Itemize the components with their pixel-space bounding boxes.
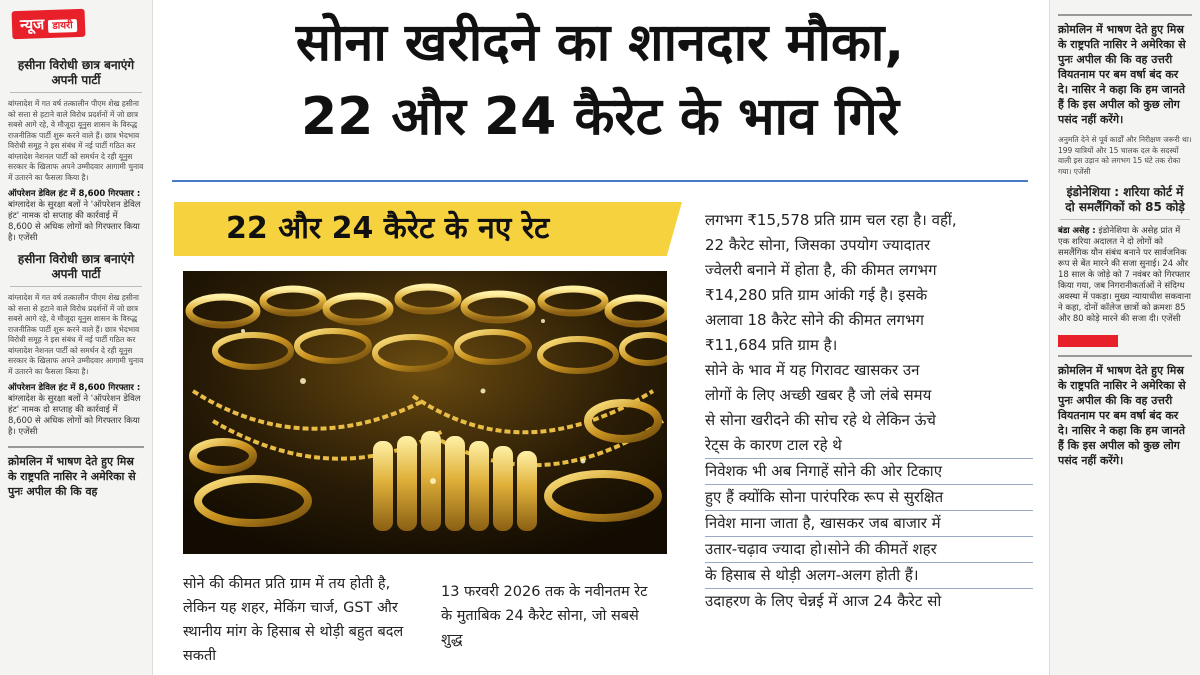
gold-jewellery-photo — [183, 271, 667, 554]
article-column-3 — [705, 208, 1033, 614]
column-3-line: लोगों के लिए अच्छी खबर है जो लंबे समय — [705, 386, 932, 404]
article-column-2 — [441, 580, 663, 652]
column-3-line: ज्वेलरी बनाने में होता है, की कीमत लगभग — [705, 261, 937, 279]
column-3-line: लगभग ₹15,578 प्रति ग्राम चल रहा है। वहीं, — [705, 211, 957, 229]
sidebar-quote: क्रोमलिन में भाषण देते हुए मिस्र के राष्ट्रपति नासिर ने अमेरिका से पुनः अपील की कि वह — [8, 446, 144, 499]
main-headline — [160, 6, 1040, 154]
sidebar-subitem-text: बांग्लादेश के सुरक्षा बलों ने 'ऑपरेशन डेविल हंट' नामक दो सप्ताह की कार्रवाई में 8,600 से अधिक लोगों को गिरफ्तार किया है। एजेंसी — [8, 394, 141, 437]
sidebar-paragraph: बांग्लादेश में गत वर्ष तत्कालीन पीएम शेख हसीना को सत्ता से हटाने वाले विरोध प्रदर्शनों में जो छात्र सबसे आगे रहे, वे मौजूदा यूनुस शासन के विरुद्ध राजनीतिक पार्टी शुरू करने वाले हैं। छात्र भेदभाव विरोधी समूह ने इस संबंध में नई पार्टी गठित कर बांग्लादेश नेशनल पार्टी को समर्थन दे रही यूनुस सरकार के खिलाफ अपने उम्मीदवार आगामी चुनाव में उतारने का फैसला किया है। — [8, 99, 144, 182]
column-3-line: 22 कैरेट सोना, जिसका उपयोग ज्यादातर — [705, 236, 931, 254]
column-3-line: से सोना खरीदने की सोच रहे थे लेकिन ऊंचे — [705, 411, 936, 429]
headline-line-2: 22 और 24 कैरेट के भाव गिरे — [300, 87, 900, 147]
sidebar-subitem-title: ऑपरेशन डेविल हंट में 8,600 गिरफ्तार : — [8, 189, 141, 199]
sidebar-subitem-title: ऑपरेशन डेविल हंट में 8,600 गिरफ्तार : — [8, 383, 141, 393]
column-2-text: 13 फरवरी 2026 तक के नवीनतम रेट के मुताबिक 24 कैरेट सोना, जो सबसे शुद्ध — [441, 584, 648, 648]
headline-line-1: सोना खरीदने का शानदार मौका, — [295, 13, 905, 73]
sidebar-subitem — [1058, 226, 1192, 325]
headline-divider — [172, 180, 1028, 182]
column-3-line: निवेश माना जाता है, खासकर जब बाजार में — [705, 511, 1033, 537]
column-1-text: सोने की कीमत प्रति ग्राम में तय होती है, लेकिन यह शहर, मेकिंग चार्ज, GST और स्थानीय मांग के हिसाब से थोड़ी बहुत बदल सकती — [183, 576, 404, 664]
gold-jewellery-illustration — [183, 271, 667, 554]
red-label-bar — [1058, 335, 1118, 347]
sidebar-headline: हसीना विरोधी छात्र बनाएंगे अपनी पार्टी — [10, 58, 142, 93]
column-3-line: निवेशक भी अब निगाहें सोने की ओर टिकाए — [705, 459, 1033, 485]
sidebar-subitem — [8, 383, 144, 438]
column-3-line: के हिसाब से थोड़ी अलग-अलग होती हैं। — [705, 563, 1033, 589]
column-3-line: रेट्स के कारण टाल रहे थे — [705, 433, 1033, 459]
sidebar-quote: क्रोमलिन में भाषण देते हुए मिस्र के राष्ट्रपति नासिर ने अमेरिका से पुनः अपील की कि वह उत्तरी वियतनाम पर बम वर्षा बंद कर दे। नासिर ने कहा कि हम जानते हैं कि इस अपील को कुछ लोग पसंद नहीं करेंगे। — [1058, 355, 1192, 468]
column-3-line: उतार-चढ़ाव ज्यादा हो।सोने की कीमतें शहर — [705, 537, 1033, 563]
subheading-banner-text: 22 और 24 कैरेट के नए रेट — [226, 211, 550, 246]
column-3-line: अलावा 18 कैरेट सोने की कीमत लगभग — [705, 311, 924, 329]
right-sidebar — [1049, 0, 1200, 675]
logo-sub-text: डायरी — [48, 19, 77, 33]
column-3-line: ₹11,684 प्रति ग्राम है। — [705, 336, 838, 354]
sidebar-subitem-text: बांग्लादेश के सुरक्षा बलों ने 'ऑपरेशन डेविल हंट' नामक दो सप्ताह की कार्रवाई में 8,600 से अधिक लोगों को गिरफ्तार किया है। एजेंसी — [8, 200, 141, 243]
sidebar-headline: इंडोनेशिया : शरिया कोर्ट में दो समलैंगिकों को 85 कोड़े — [1060, 185, 1190, 220]
sidebar-subitem-title: बंडा असेह : — [1058, 226, 1096, 236]
sidebar-paragraph: अनुमति देने से पूर्व कार्डों और निरीक्षण जरूरी था। 199 यात्रियों और 15 चालक दल के सदस्यों वाली इस उड़ान को लगभग 15 घंटे तक रोका गया। एजेंसी — [1058, 135, 1192, 176]
sidebar-quote: क्रोमलिन में भाषण देते हुए मिस्र के राष्ट्रपति नासिर ने अमेरिका से पुनः अपील की कि वह उत्तरी वियतनाम पर बम वर्षा बंद कर दे। नासिर ने कहा कि हम जानते हैं कि इस अपील को कुछ लोग पसंद नहीं करेंगे। — [1058, 14, 1192, 127]
article-column-1 — [183, 572, 411, 668]
sidebar-paragraph: बांग्लादेश में गत वर्ष तत्कालीन पीएम शेख हसीना को सत्ता से हटाने वाले विरोध प्रदर्शनों में जो छात्र सबसे आगे रहे, वे मौजूदा यूनुस शासन के विरुद्ध राजनीतिक पार्टी शुरू करने वाले हैं। छात्र भेदभाव विरोधी समूह ने इस संबंध में नई पार्टी गठित कर बांग्लादेश नेशनल पार्टी को समर्थन दे रही यूनुस सरकार के खिलाफ अपने उम्मीदवार आगामी चुनाव में उतारने का फैसला किया है। — [8, 293, 144, 376]
sidebar-subitem — [8, 189, 144, 244]
sidebar-headline: हसीना विरोधी छात्र बनाएंगे अपनी पार्टी — [10, 252, 142, 287]
column-3-line: सोने के भाव में यह गिरावट खासकर उन — [705, 361, 920, 379]
left-sidebar — [0, 0, 153, 675]
column-3-line: उदाहरण के लिए चेन्नई में आज 24 कैरेट सो — [705, 592, 942, 610]
logo-main-text: न्यूज — [19, 15, 45, 34]
sidebar-subitem-text: इंडोनेशिया के असेह प्रांत में एक शरिया अदालत ने दो लोगों को समलैंगिक यौन संबंध बनाने पर सार्वजनिक रूप से बेंत मारने की सजा सुनाई। 24 और 18 साल के जोड़े को 7 नवंबर को गिरफ्तार किया गया, जब निगरानीकर्ताओं ने संदिग्ध अवस्था में पकड़ा। मुख्य न्यायाधीश सकवाना ने कहा, दोनों कॉलेज छात्रों को क्रमशः 85 और 80 कोड़े मारने की सजा दी। एजेंसी — [1058, 226, 1191, 324]
column-3-line: हुए हैं क्योंकि सोना पारंपरिक रूप से सुरक्षित — [705, 485, 1033, 511]
news-diary-logo — [12, 9, 86, 40]
column-3-line: ₹14,280 प्रति ग्राम आंकी गई है। इसके — [705, 286, 928, 304]
